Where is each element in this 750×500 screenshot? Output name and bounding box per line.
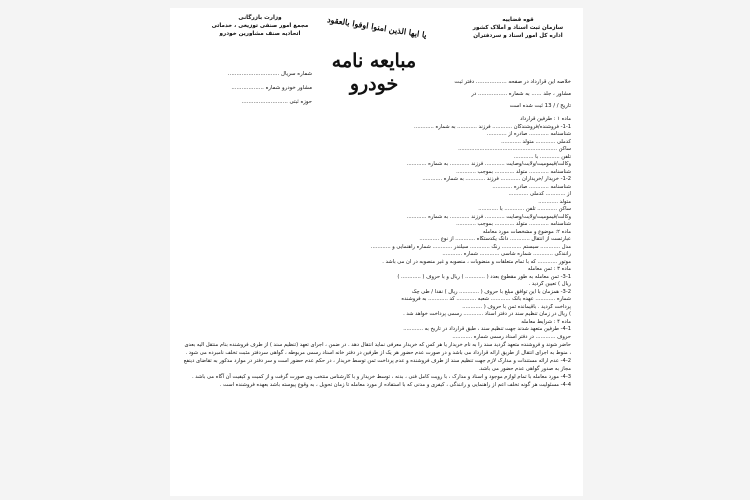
verse-calligraphy: یا ایها الذین امنوا اوفوا بالعقود (326, 14, 428, 40)
header-right-line: قوه قضاییه (502, 17, 534, 23)
buyer-line: از ............ کدملی ............ (508, 191, 571, 197)
vehicle-line: موتور ............ که با تمام متعلقات و منضوبات ، منصوبه و غیر منصوبه در آن می باشد . (382, 258, 571, 265)
terms-paragraph: 4-3- مورد معامله با تمام لوازم موجود و اسناد و مدارک ، با رویت کامل فنی ، بدنه ، توسط خریدار و با کارشناس منتخب وی صورت گرفت و از کمیت و کیفیت آن آگاه می باشد . (191, 374, 571, 380)
terms-paragraph: 4-4- مسئولیت هر گونه تخلف اعم از راهنمایی و رانندگی ، کیفری و مدنی که با استفاده از مورد معامله تا زمان تحویل ، به وقوع پیوسته باشد بعهده فروشنده است . (219, 382, 571, 388)
header-right-line: اداره کل امور اسناد و سردفتران (473, 33, 563, 39)
seller-line: ساکن ............................................................ (458, 146, 571, 152)
contract-body (182, 116, 571, 389)
buyer-line: وکالت/قیمومیت/ولایت/وصایت ............ فرزند ............ به شماره ............ (406, 213, 571, 220)
header-commerce (205, 14, 315, 38)
terms-line: 4-1- طرفین متعهد شدند جهت تنظیم سند ، طبق قرارداد در تاریخ به ............ (403, 326, 571, 332)
price-line: 3-2- همزمان با این توافق مبلغ با حروف ( ............ ریال ) نقدا / طی چک (411, 288, 571, 295)
seller-line: کدملی ............ متولد ............ (501, 138, 571, 145)
registration-line: مشاور ، جلد ...... به شماره ................. در (471, 91, 571, 97)
terms-paragraph: حاضر شوند و فروشنده متعهد گردید سند را به نام خریدار یا هر کس که خریدار معرفی نماید انتقال دهد . در ضمن ، اجرای تعهد (تنظیم سند ) از طرف فروشنده بنام منتقل الیه بعدی ، منوط به اجرای انتقال از طریق ارائه قرارداد می باشد و در صورت عدم حضور هر یک از طرفین در دفتر خانه اسناد رسمی مربوطه ، گواهی سردفتر مثبت تخلف نامبرده می شود . (184, 342, 571, 356)
registration-line: خلاصه این قرارداد در صفحه .................. دفتر ثبت (454, 79, 571, 85)
price-line: پرداخت گردید . باقیمانده ثمن با حروف ( ............ (462, 303, 571, 310)
buyer-line: 1-2- خریدار /خریداران ............ فرزند ............ به شماره ............ (422, 176, 571, 182)
seller-line: شناسنامه ............ متولد ............ بموجب ............ (456, 168, 571, 175)
article-heading: ماده ۲: موضوع و مشخصات مورد معامله (482, 228, 571, 235)
seller-line: وکالت/قیمومیت/ولایت/وصایت ............ فرزند ............ به شماره ............ (406, 161, 571, 167)
header-left-line: مجمع امور صنفی توزیعی ، خدماتی (211, 23, 309, 29)
serial-line: حوزه ثبتی ........................... (241, 99, 312, 105)
terms-paragraph: 4-2- عدم ارائه مستندات و مدارک لازم جهت تنظیم سند از طرف فروشنده و عدم پرداخت ثمن توسط خریدار ، در حکم عدم حضور است و سر دفتر در موارد مذکور به تقاضای ذینفع مجاز به صدور گواهی عدم حضور می باشد. (183, 358, 571, 372)
serial-line: شماره سریال .............................. (227, 71, 312, 77)
contract-sheet (170, 8, 583, 496)
registration-line: تاریخ / / 13 ثبت شده است (509, 103, 571, 109)
vehicle-line: مدل ............ سیستم ............ رنگ ............ سیلندر ............ شماره راهنمایی و ............ (370, 243, 571, 250)
price-line: ریال ) تعیین گردید . (528, 281, 571, 287)
header-left-line: وزارت بازرگانی (238, 15, 282, 21)
price-line: 3-1- ثمن معامله به طور مقطوع بعدد ( ............ ) ریال و با حروف ( ............ ) (397, 273, 571, 280)
buyer-line: شناسنامه ............ متولد ............ بموجب ............ (456, 221, 571, 227)
terms-line: حروف ............ در دفتر اسناد رسمی شماره ............ (452, 333, 571, 340)
document-title: مبایعه نامه (331, 50, 417, 72)
header-left-line: اتحادیه صنف مشاورین خودرو (219, 31, 301, 37)
seller-line: شناسنامه ............ صادره از ............ (486, 131, 571, 137)
article-heading: ماده ۳ : ثمن معامله (527, 266, 571, 272)
header-judiciary (463, 16, 573, 40)
article-heading: ماده ۴ : شرایط معامله (521, 318, 571, 325)
buyer-line: شناسنامه ............ صادره ............ (492, 183, 571, 190)
vehicle-line: عبارتست از انتقال ............ دانگ یکدستگاه ............ از نوع ............ (419, 236, 571, 242)
document-subtitle: خودرو (349, 73, 399, 95)
seller-line: 1-1- فروشنده/فروشندگان ............ فرزند ............ به شماره ............ (414, 123, 571, 130)
price-line: ) ریال در زمان تنظیم سند در دفتر اسناد ............ رسمی پرداخت خواهد شد . (403, 311, 571, 317)
buyer-line: متولد ............ (538, 198, 571, 205)
serial-line: مشاور خودرو شماره ................... (231, 85, 312, 91)
buyer-line: ساکن ............ تلفن ............ با ............ (478, 206, 571, 212)
price-line: شماره ............ عهده بانک ............ شعبه ............ کد ............ به فروشنده (401, 296, 571, 302)
registration-info (421, 78, 571, 114)
serial-info (227, 70, 312, 112)
vehicle-line: رانندگی ............ شماره شاسی ............ شماره ............ (442, 251, 571, 257)
article-heading: ماده ۱ : طرفین قرارداد (520, 116, 571, 122)
seller-line: تلفن ............ با ............ (513, 153, 571, 160)
header-right-line: سازمان ثبت اسناد و املاک کشور (472, 25, 564, 31)
